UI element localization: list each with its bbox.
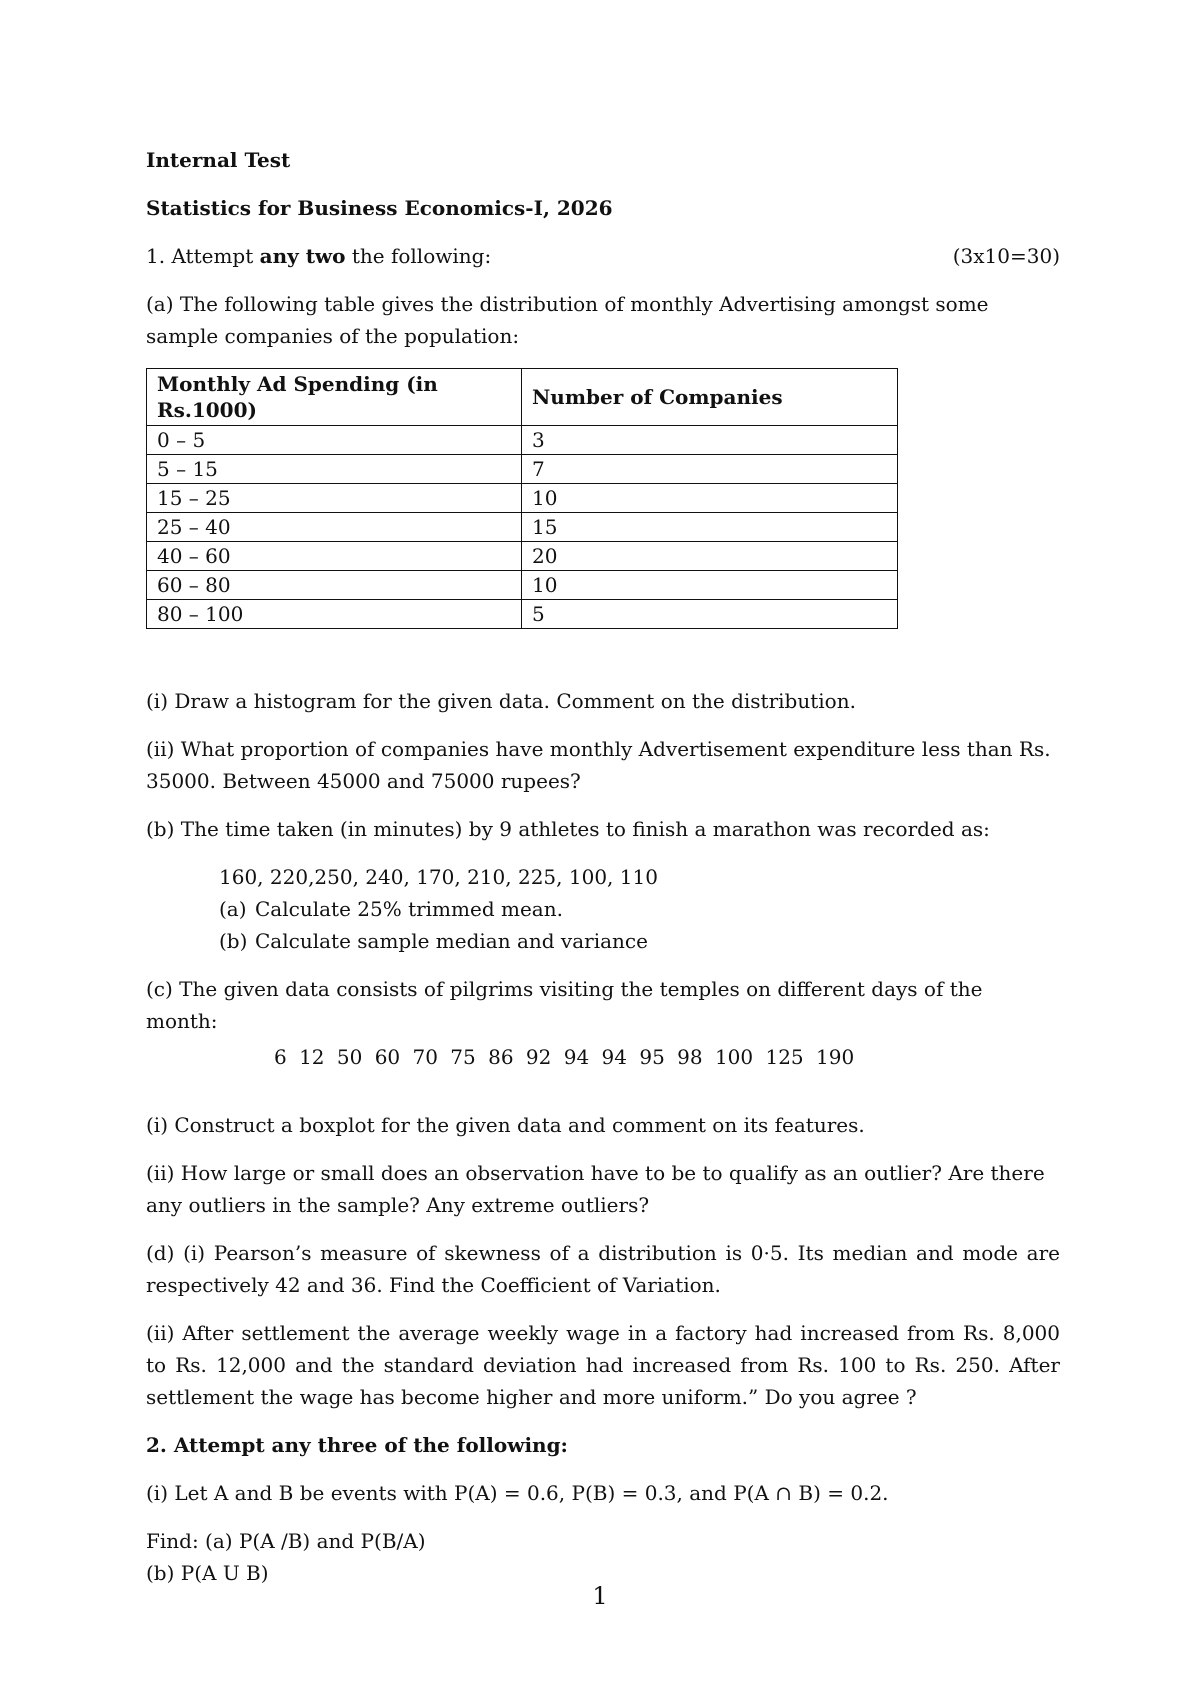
table-cell: 10 — [522, 571, 898, 600]
q1b-sub-a: (a) Calculate 25% trimmed mean. — [219, 897, 563, 921]
q1c-intro: (c) The given data consists of pilgrims visiting the temples on different days of the month: — [146, 977, 983, 1033]
q2-heading: 2. Attempt any three of the following: — [146, 1433, 568, 1457]
table-cell: 0 – 5 — [147, 426, 522, 455]
q2-find-a: Find: (a) P(A /B) and P(B/A) — [146, 1529, 426, 1553]
q1c-data: 6 12 50 60 70 75 86 92 94 94 95 98 100 125 190 — [274, 1045, 855, 1069]
q1a-intro: (a) The following table gives the distribution of monthly Advertising amongst some sample companies of the population: — [146, 292, 989, 348]
table-cell: 5 — [522, 600, 898, 629]
q2-find-b: (b) P(A U B) — [146, 1561, 269, 1585]
table-header-companies: Number of Companies — [522, 369, 898, 426]
table-cell: 25 – 40 — [147, 513, 522, 542]
q1-marks: (3x10=30) — [952, 244, 1060, 268]
q1b-data: 160, 220,250, 240, 170, 210, 225, 100, 110 — [219, 865, 658, 889]
table-row — [147, 455, 898, 484]
q1c-part-ii: (ii) How large or small does an observation have to be to qualify as an outlier? Are there any outliers in the sample? Any extreme outliers? — [146, 1161, 1045, 1217]
q1-instruction — [146, 240, 1060, 272]
table-row — [147, 426, 898, 455]
table-row — [147, 571, 898, 600]
table-row — [147, 600, 898, 629]
q1a-part-ii: (ii) What proportion of companies have monthly Advertisement expenditure less than Rs. 35000. Between 45000 and 75000 rupees? — [146, 737, 1051, 793]
table-cell: 80 – 100 — [147, 600, 522, 629]
exam-title: Internal Test — [146, 148, 291, 172]
table-cell: 3 — [522, 426, 898, 455]
q1b-block — [219, 861, 1060, 957]
q1-instruction-text: 1. Attempt any two the following: — [146, 244, 492, 268]
table-header-spending: Monthly Ad Spending (in Rs.1000) — [147, 369, 522, 426]
q1d-part-i: (d) (i) Pearson’s measure of skewness of a distribution is 0·5. Its median and mode are respectively 42 and 36. Find the Coefficient of Variation. — [146, 1241, 1060, 1297]
table-cell: 15 – 25 — [147, 484, 522, 513]
q1a-part-i: (i) Draw a histogram for the given data. Comment on the distribution. — [146, 689, 856, 713]
table-row — [147, 542, 898, 571]
document-content — [146, 144, 1060, 1589]
table-cell: 10 — [522, 484, 898, 513]
course-title: Statistics for Business Economics-I, 2026 — [146, 196, 613, 220]
table-cell: 20 — [522, 542, 898, 571]
table-cell: 15 — [522, 513, 898, 542]
q1b-intro: (b) The time taken (in minutes) by 9 athletes to finish a marathon was recorded as: — [146, 817, 990, 841]
table-header-row — [147, 369, 898, 426]
table-row — [147, 513, 898, 542]
q1b-sub-b: (b) Calculate sample median and variance — [219, 929, 648, 953]
table-cell: 5 – 15 — [147, 455, 522, 484]
table-cell: 40 – 60 — [147, 542, 522, 571]
ad-spending-table — [146, 368, 898, 629]
page-number: 1 — [592, 1582, 608, 1610]
q2-part-i: (i) Let A and B be events with P(A) = 0.6, P(B) = 0.3, and P(A ∩ B) = 0.2. — [146, 1481, 889, 1505]
q1c-part-i: (i) Construct a boxplot for the given data and comment on its features. — [146, 1113, 865, 1137]
q1d-part-ii: (ii) After settlement the average weekly wage in a factory had increased from Rs. 8,000 to Rs. 12,000 and the standard deviation had increased from Rs. 100 to Rs. 250. After settlement the wage has become higher and more uniform.” Do you agree ? — [146, 1321, 1060, 1409]
table-cell: 7 — [522, 455, 898, 484]
table-row — [147, 484, 898, 513]
table-cell: 60 – 80 — [147, 571, 522, 600]
